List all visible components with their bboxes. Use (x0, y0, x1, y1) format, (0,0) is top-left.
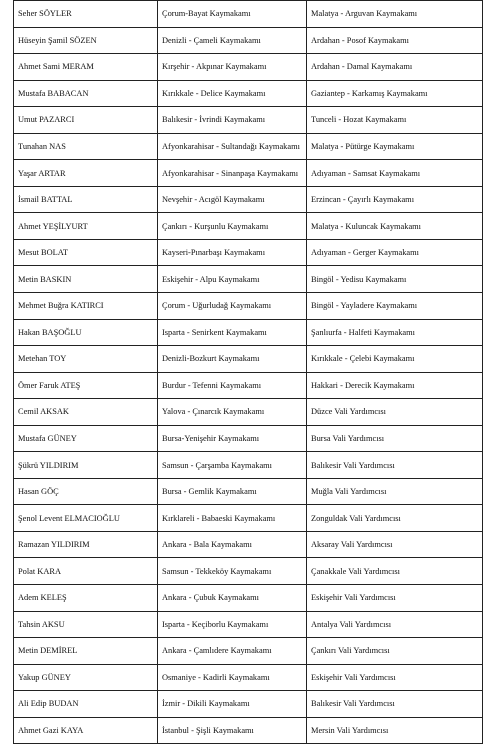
person-name-cell: Ahmet Gazi KAYA (14, 717, 158, 744)
table-row (14, 717, 483, 744)
new-post-cell: Hakkari - Derecik Kaymakamı (307, 372, 483, 399)
person-name-cell: Mustafa GÜNEY (14, 425, 158, 452)
table-row (14, 319, 483, 346)
current-post-cell: Balıkesir - İvrindi Kaymakamı (158, 107, 307, 134)
new-post-cell: Gaziantep - Karkamış Kaymakamı (307, 80, 483, 107)
current-post-cell: Isparta - Keçiborlu Kaymakamı (158, 611, 307, 638)
current-post-cell: Çorum - Uğurludağ Kaymakamı (158, 293, 307, 320)
person-name-cell: Ramazan YILDIRIM (14, 531, 158, 558)
table-row (14, 505, 483, 532)
new-post-cell: Malatya - Arguvan Kaymakamı (307, 1, 483, 28)
current-post-cell: Denizli-Bozkurt Kaymakamı (158, 346, 307, 373)
appointment-table-body (14, 1, 483, 744)
new-post-cell: Ardahan - Posof Kaymakamı (307, 27, 483, 54)
table-row (14, 1, 483, 28)
new-post-cell: Tunceli - Hozat Kaymakamı (307, 107, 483, 134)
new-post-cell: Bursa Vali Yardımcısı (307, 425, 483, 452)
table-row (14, 399, 483, 426)
table-row (14, 54, 483, 81)
person-name-cell: Hakan BAŞOĞLU (14, 319, 158, 346)
new-post-cell: Malatya - Kuluncak Kaymakamı (307, 213, 483, 240)
current-post-cell: Isparta - Senirkent Kaymakamı (158, 319, 307, 346)
new-post-cell: Ardahan - Damal Kaymakamı (307, 54, 483, 81)
person-name-cell: Yakup GÜNEY (14, 664, 158, 691)
current-post-cell: Samsun - Çarşamba Kaymakamı (158, 452, 307, 479)
appointment-table (13, 0, 483, 744)
new-post-cell: Düzce Vali Yardımcısı (307, 399, 483, 426)
person-name-cell: Metin BASKIN (14, 266, 158, 293)
current-post-cell: Osmaniye - Kadirli Kaymakamı (158, 664, 307, 691)
table-row (14, 425, 483, 452)
table-row (14, 186, 483, 213)
person-name-cell: Ahmet Sami MERAM (14, 54, 158, 81)
new-post-cell: Antalya Vali Yardımcısı (307, 611, 483, 638)
table-row (14, 107, 483, 134)
new-post-cell: Kırıkkale - Çelebi Kaymakamı (307, 346, 483, 373)
person-name-cell: Hüseyin Şamil SÖZEN (14, 27, 158, 54)
current-post-cell: Kırıkkale - Delice Kaymakamı (158, 80, 307, 107)
table-row (14, 213, 483, 240)
document-page (13, 0, 482, 755)
table-row (14, 80, 483, 107)
current-post-cell: Ankara - Çubuk Kaymakamı (158, 585, 307, 612)
person-name-cell: Ahmet YEŞİLYURT (14, 213, 158, 240)
person-name-cell: Metehan TOY (14, 346, 158, 373)
new-post-cell: Muğla Vali Yardımcısı (307, 478, 483, 505)
table-row (14, 691, 483, 718)
current-post-cell: Burdur - Tefenni Kaymakamı (158, 372, 307, 399)
new-post-cell: Aksaray Vali Yardımcısı (307, 531, 483, 558)
person-name-cell: Ali Edip BUDAN (14, 691, 158, 718)
current-post-cell: Eskişehir - Alpu Kaymakamı (158, 266, 307, 293)
new-post-cell: Balıkesir Vali Yardımcısı (307, 452, 483, 479)
table-row (14, 346, 483, 373)
new-post-cell: Bingöl - Yayladere Kaymakamı (307, 293, 483, 320)
table-row (14, 638, 483, 665)
table-row (14, 531, 483, 558)
table-row (14, 27, 483, 54)
person-name-cell: Tahsin AKSU (14, 611, 158, 638)
current-post-cell: Çorum-Bayat Kaymakamı (158, 1, 307, 28)
table-row (14, 239, 483, 266)
current-post-cell: Yalova - Çınarcık Kaymakamı (158, 399, 307, 426)
new-post-cell: Bingöl - Yedisu Kaymakamı (307, 266, 483, 293)
person-name-cell: Hasan GÖÇ (14, 478, 158, 505)
person-name-cell: Tunahan NAS (14, 133, 158, 160)
current-post-cell: Ankara - Çamlıdere Kaymakamı (158, 638, 307, 665)
table-row (14, 558, 483, 585)
new-post-cell: Balıkesir Vali Yardımcısı (307, 691, 483, 718)
current-post-cell: Bursa - Gemlik Kaymakamı (158, 478, 307, 505)
person-name-cell: Ömer Faruk ATEŞ (14, 372, 158, 399)
table-row (14, 611, 483, 638)
table-row (14, 664, 483, 691)
current-post-cell: Nevşehir - Acıgöl Kaymakamı (158, 186, 307, 213)
person-name-cell: İsmail BATTAL (14, 186, 158, 213)
new-post-cell: Malatya - Pütürge Kaymakamı (307, 133, 483, 160)
table-row (14, 293, 483, 320)
current-post-cell: Denizli - Çameli Kaymakamı (158, 27, 307, 54)
current-post-cell: Kayseri-Pınarbaşı Kaymakamı (158, 239, 307, 266)
new-post-cell: Çankırı Vali Yardımcısı (307, 638, 483, 665)
current-post-cell: Bursa-Yenişehir Kaymakamı (158, 425, 307, 452)
new-post-cell: Zonguldak Vali Yardımcısı (307, 505, 483, 532)
person-name-cell: Umut PAZARCI (14, 107, 158, 134)
person-name-cell: Polat KARA (14, 558, 158, 585)
current-post-cell: İstanbul - Şişli Kaymakamı (158, 717, 307, 744)
person-name-cell: Metin DEMİREL (14, 638, 158, 665)
current-post-cell: Kırklareli - Babaeski Kaymakamı (158, 505, 307, 532)
new-post-cell: Mersin Vali Yardımcısı (307, 717, 483, 744)
person-name-cell: Mesut BOLAT (14, 239, 158, 266)
current-post-cell: Afyonkarahisar - Sinanpaşa Kaymakamı (158, 160, 307, 187)
table-row (14, 372, 483, 399)
person-name-cell: Yaşar ARTAR (14, 160, 158, 187)
person-name-cell: Mustafa BABACAN (14, 80, 158, 107)
table-row (14, 133, 483, 160)
person-name-cell: Adem KELEŞ (14, 585, 158, 612)
current-post-cell: İzmir - Dikili Kaymakamı (158, 691, 307, 718)
person-name-cell: Şenol Levent ELMACIOĞLU (14, 505, 158, 532)
person-name-cell: Cemil AKSAK (14, 399, 158, 426)
person-name-cell: Mehmet Buğra KATIRCI (14, 293, 158, 320)
new-post-cell: Adıyaman - Gerger Kaymakamı (307, 239, 483, 266)
current-post-cell: Ankara - Bala Kaymakamı (158, 531, 307, 558)
new-post-cell: Eskişehir Vali Yardımcısı (307, 664, 483, 691)
new-post-cell: Adıyaman - Samsat Kaymakamı (307, 160, 483, 187)
current-post-cell: Kırşehir - Akpınar Kaymakamı (158, 54, 307, 81)
table-row (14, 585, 483, 612)
table-row (14, 266, 483, 293)
person-name-cell: Seher SÖYLER (14, 1, 158, 28)
current-post-cell: Çankırı - Kurşunlu Kaymakamı (158, 213, 307, 240)
table-row (14, 160, 483, 187)
person-name-cell: Şükrü YILDIRIM (14, 452, 158, 479)
new-post-cell: Şanlıurfa - Halfeti Kaymakamı (307, 319, 483, 346)
table-row (14, 452, 483, 479)
current-post-cell: Samsun - Tekkeköy Kaymakamı (158, 558, 307, 585)
new-post-cell: Eskişehir Vali Yardımcısı (307, 585, 483, 612)
current-post-cell: Afyonkarahisar - Sultandağı Kaymakamı (158, 133, 307, 160)
new-post-cell: Çanakkale Vali Yardımcısı (307, 558, 483, 585)
table-row (14, 478, 483, 505)
new-post-cell: Erzincan - Çayırlı Kaymakamı (307, 186, 483, 213)
